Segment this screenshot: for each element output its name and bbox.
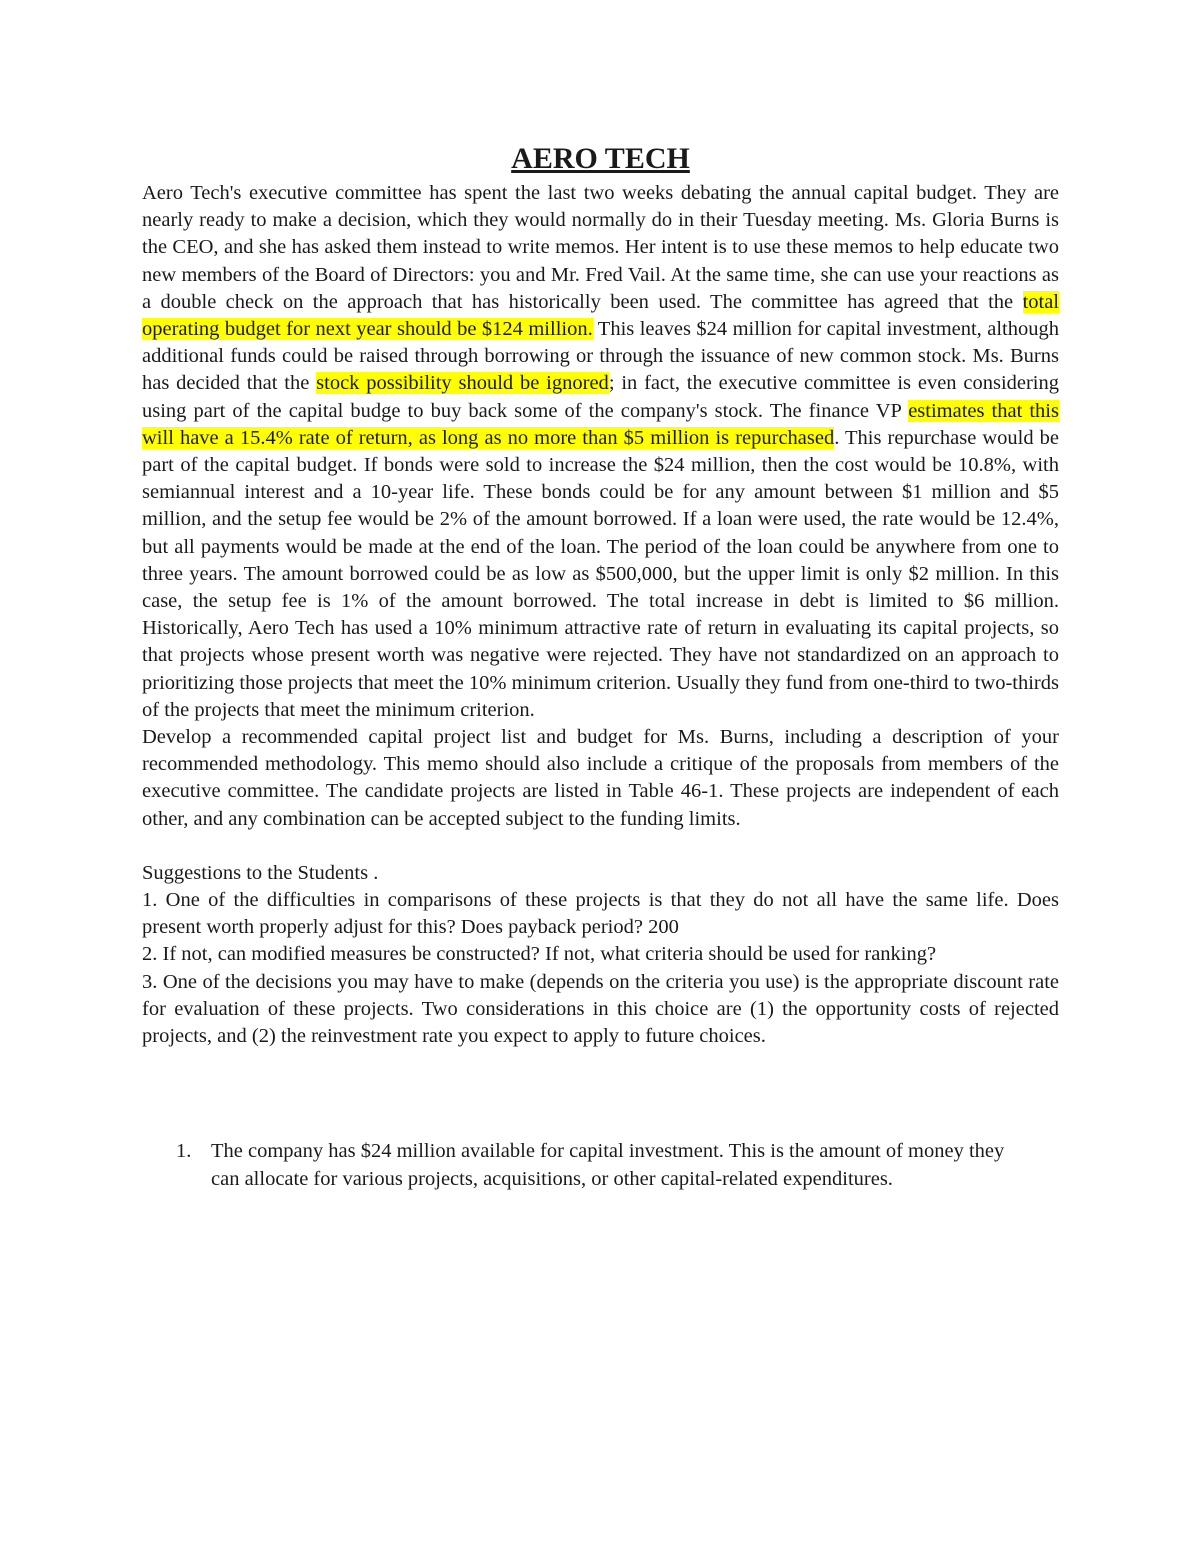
document-page (142, 140, 1059, 1193)
document-title: AERO TECH (511, 142, 690, 175)
highlight-stock-ignored: stock possibility should be ignored (316, 372, 609, 395)
highlight-operating-budget: total operating budget for next year should be $124 million. (142, 290, 1059, 341)
case-paragraph (142, 180, 1059, 724)
answer-list (142, 1138, 1059, 1192)
suggestions-heading: Suggestions to the Students . (142, 861, 379, 884)
spacer (142, 833, 1059, 860)
suggestion-item: 1. One of the difficulties in comparisons of these projects is that they do not all have the same life. Does present worth properly adjust for this? Does payback period? 200 (142, 889, 1059, 939)
case-text-d: . This repurchase would be part of the capital budget. If bonds were sold to increase the $24 million, then the cost would be 10.8%, with semiannual interest and a 10-year life. These bonds could be for any amount between $1 million and $5 million, and the setup fee would be 2% of the amount borrowed. If a loan were used, the rate would be 12.4%, but all payments would be made at the end of the loan. The period of the loan could be anywhere from one to three years. The amount borrowed could be as low as $500,000, but the upper limit is only $2 million. In this case, the setup fee is 1% of the amount borrowed. The total increase in debt is limited to $6 million. Historically, Aero Tech has used a 10% minimum attractive rate of return in evaluating its capital projects, so that projects whose present worth was negative were rejected. They have not standardized on an approach to prioritizing those projects that meet the 10% minimum criterion. Usually they fund from one-third to two-thirds of the projects that meet the minimum criterion. (142, 426, 1060, 721)
suggestion-item: 3. One of the decisions you may have to make (depends on the criteria you use) is the appropriate discount rate for evaluation of these projects. Two considerations in this choice are (1) the opportunity costs of rejected projects, and (2) the reinvestment rate you expect to apply to future choices. (142, 970, 1059, 1048)
answer-text: The company has $24 million available for capital investment. This is the amount of money they can allocate for various projects, acquisitions, or other capital-related expenditures. (211, 1140, 1005, 1190)
suggestion-item: 2. If not, can modified measures be constructed? If not, what criteria should be used for ranking? (142, 943, 937, 966)
case-text-c: ; in fact, the executive committee is even considering using part of the capital budge to buy back some of the company's stock. The finance VP (142, 372, 1060, 422)
answer-item (142, 1138, 1059, 1192)
task-paragraph: Develop a recommended capital project list and budget for Ms. Burns, including a description of your recommended methodology. This memo should also include a critique of the proposals from members of the executive committee. The candidate projects are listed in Table 46-1. These projects are independent of each other, and any combination can be accepted subject to the funding limits. (142, 726, 1059, 830)
highlight-repurchase-return: estimates that this will have a 15.4% rate of return, as long as no more than $5 million is repurchased (142, 399, 1059, 449)
answer-number: 1. (176, 1140, 192, 1163)
case-text-b: This leaves $24 million for capital investment, although additional funds could be raised through borrowing or through the issuance of new common stock. Ms. Burns has decided that the (142, 318, 1059, 395)
case-text-a: Aero Tech's executive committee has spent the last two weeks debating the annual capital budget. They are nearly ready to make a decision, which they would normally do in their Tuesday meeting. Ms. Gloria Burns is the CEO, and she has asked them instead to write memos. Her intent is to use these memos to help educate two new members of the Board of Directors: you and Mr. Fred Vail. At the same time, she can use your reactions as a double check on the approach that has historically been used. The committee has agreed that the (142, 182, 1059, 313)
spacer (142, 1050, 1059, 1138)
